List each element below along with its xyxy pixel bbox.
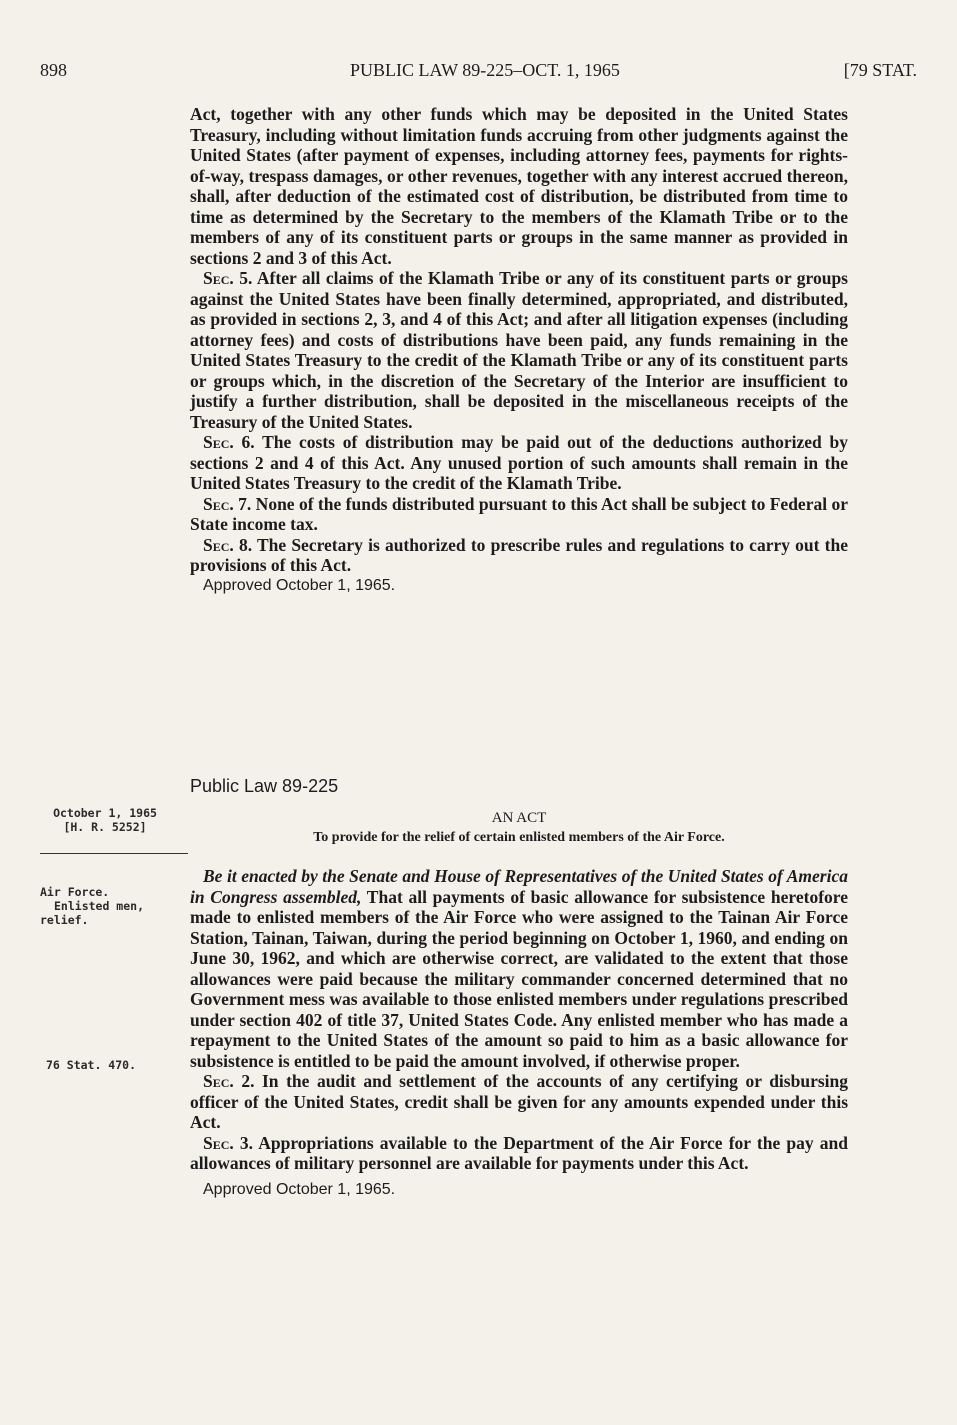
- section-7: [190, 494, 848, 535]
- section-text: The Secretary is authorized to prescribe rules and regulations to carry out the provisions of this Act.: [190, 534, 848, 575]
- section-2: [190, 1071, 848, 1133]
- margin-rule: [40, 853, 188, 854]
- section-5: [190, 268, 848, 432]
- section-text: None of the funds distributed pursuant to this Act shall be subject to Federal or State income tax.: [190, 493, 848, 534]
- section-text: The costs of distribution may be paid out of the deductions authorized by sections 2 and 4 of this Act. Any unused portion of such amounts shall remain in the United States Treasury to the credit of the Klamath Tribe.: [190, 432, 848, 493]
- enacting-clause: Be it enacted by the Senate and House of Representatives of the United States of America in Congress assembled,: [190, 866, 848, 907]
- margin-topic-note: [40, 885, 190, 927]
- continued-act-text: [190, 104, 848, 596]
- enactment-date: October 1, 1965: [53, 806, 157, 820]
- section-3: [190, 1133, 848, 1174]
- section-label: Sec. 6.: [203, 432, 255, 452]
- topic-line: relief.: [40, 913, 89, 927]
- margin-date-note: [30, 806, 180, 834]
- public-law-text: [190, 866, 848, 1200]
- topic-line: Enlisted men,: [54, 899, 145, 913]
- section-6: [190, 432, 848, 494]
- bill-number: [H. R. 5252]: [63, 820, 147, 834]
- running-title: PUBLIC LAW 89-225–OCT. 1, 1965: [350, 60, 620, 80]
- approved-date: Approved October 1, 1965.: [203, 576, 396, 594]
- section-label: Sec. 5.: [203, 268, 253, 288]
- section-label: Sec. 3.: [203, 1132, 254, 1153]
- an-act-heading: AN ACT: [491, 810, 547, 826]
- section-label: Sec. 8.: [203, 534, 253, 555]
- paragraph-text: That all payments of basic allowance for subsistence heretofore made to enlisted members of the Air Force who were assigned to the Tainan Air Force Station, Tainan, Taiwan, during the period beginning on October 1, 1960, and ending on June 30, 1962, and which are otherwise correct, are validated to the extent that those allowances were paid because the military commander concerned determined that no Government mess was available to those enlisted members under regulations prescribed under section 402 of title 37, United States Code. Any enlisted member who has made a repayment to the United States of the amount so paid to him as a basic allowance for subsistence is entitled to be paid the amount involved, if otherwise proper.: [190, 886, 849, 1071]
- topic-line: Air Force.: [40, 885, 110, 899]
- section-8: [190, 535, 848, 576]
- section-text: Appropriations available to the Department of the Air Force for the pay and allowances of military personnel are available for payments under this Act.: [190, 1132, 848, 1173]
- page-header: [40, 60, 917, 92]
- section-label: Sec. 7.: [203, 493, 252, 514]
- enacting-paragraph: [190, 866, 848, 1071]
- section-text: After all claims of the Klamath Tribe or any of its constituent parts or groups against the United States have been finally determined, appropriated, and distributed, as provided in sections 2, 3, and 4 of this Act; and after all litigation expenses (including attorney fees) and costs of distributions have been paid, any funds remaining in the United States Treasury to the credit of the Klamath Tribe or any of its constituent parts or groups which, in the discretion of the Secretary of the Interior are insufficient to justify a further distribution, shall be deposited in the miscellaneous receipts of the Treasury of the United States.: [190, 268, 848, 432]
- public-law-title: Public Law 89-225: [190, 776, 339, 796]
- approved-date: Approved October 1, 1965.: [203, 1180, 396, 1198]
- section-text: In the audit and settlement of the accounts of any certifying or disbursing officer of the United States, credit shall be given for any amounts expended under this Act.: [190, 1071, 848, 1132]
- volume-reference: [79 STAT.: [843, 60, 917, 80]
- act-purpose: To provide for the relief of certain enlisted members of the Air Force.: [313, 830, 725, 845]
- statute-citation: 76 Stat. 470.: [46, 1058, 137, 1072]
- paragraph: Act, together with any other funds which may be deposited in the United States Treasury, including without limitation funds accruing from other judgments against the United States (after payment of expenses, including attorney fees, payments for rights-of-way, trespass damages, or other revenues, together with any interest accrued thereon, shall, after deduction of the estimated cost of distribution, be distributed from time to time as determined by the Secretary to the members of the Klamath Tribe or to the members of any of its constituent parts or groups in the same manner as provided in sections 2 and 3 of this Act.: [190, 104, 848, 268]
- page-number: 898: [40, 60, 67, 80]
- section-label: Sec. 2.: [203, 1071, 255, 1091]
